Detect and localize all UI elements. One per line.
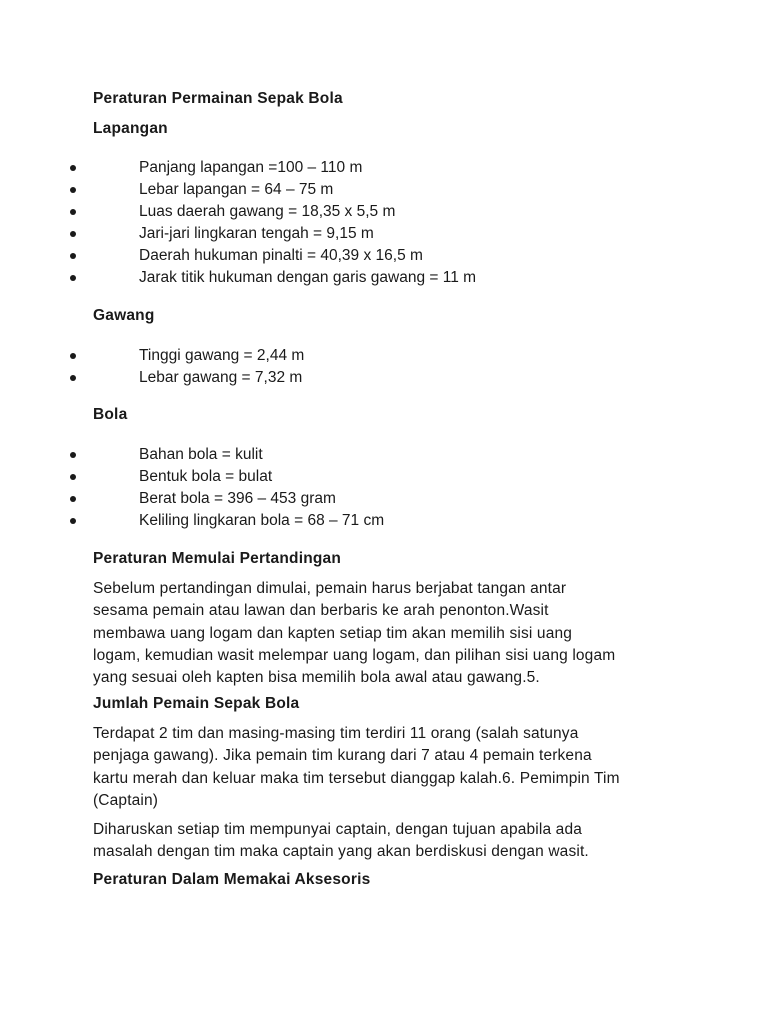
section-heading-memulai: Peraturan Memulai Pertandingan bbox=[93, 550, 342, 567]
bullet-icon bbox=[70, 231, 76, 237]
paragraph-memulai: Sebelum pertandingan dimulai, pemain harus berjabat tangan antar sesama pemain atau lawan dan berbaris ke arah penonton.Wasit membawa uang logam dan kapten setiap tim akan memilih sisi uang logam, kemudian wasit melempar uang logam, dan pilihan sisi uang logam yang sesuai oleh kapten bisa memilih bola awal atau gawang.5. bbox=[93, 580, 616, 687]
bullet-icon bbox=[70, 165, 76, 171]
bullet-icon bbox=[70, 209, 76, 215]
section-heading-gawang: Gawang bbox=[93, 307, 155, 324]
bullet-icon bbox=[70, 518, 76, 524]
document-title: Peraturan Permainan Sepak Bola bbox=[93, 90, 343, 107]
bullet-icon bbox=[70, 275, 76, 281]
bullet-icon bbox=[70, 253, 76, 259]
bullet-icon bbox=[70, 496, 76, 502]
section-heading-bola: Bola bbox=[93, 406, 128, 423]
bullet-icon bbox=[70, 187, 76, 193]
section-heading-aksesoris: Peraturan Dalam Memakai Aksesoris bbox=[93, 871, 371, 888]
bullet-icon bbox=[70, 452, 76, 458]
bullet-icon bbox=[70, 353, 76, 359]
section-heading-lapangan: Lapangan bbox=[93, 120, 168, 137]
document-page: Peraturan Permainan Sepak Bola Lapangan Panjang lapangan =100 – 110 m Lebar lapangan = 64 – 75 m Luas daerah gawang = 18,35 x 5,5 m Jari-jari lingkaran tengah = 9,15 m Daerah hukuman pinalti = 40,39 x 16,5 m Jarak titik hukuman dengan garis gawang = 11 m Gawang Tinggi gawang = 2,44 m Lebar gawang = 7,32 m Bola Bahan bola = kulit Bentuk bola = bulat Berat bola = 396 – 453 gram Keliling lingkaran bola = 68 – 71 cm Peraturan Memulai Pertandingan Sebelum pertandingan dimulai, pemain harus berjabat tangan antar sesama pemain atau lawan dan berbaris ke arah penonton.Wasit membawa uang logam dan kapten setiap tim akan memilih sisi uang logam, kemudian wasit melempar uang logam, dan pilihan sisi uang logam yang sesuai oleh kapten bisa memilih bola awal atau gawang.5. Jumlah Pemain Sepak Bola Terdapat 2 tim dan masing-masing tim terdiri 11 orang (salah satunya penjaga gawang). Jika pemain tim kurang dari 7 atau 4 pemain terkena kartu merah dan keluar maka tim tersebut dianggap kalah.6. Pemimpin Tim (Captain) Diharuskan setiap tim mempunyai captain, dengan tujuan apabila ada masalah dengan tim maka captain yang akan berdiskusi dengan wasit. Peraturan Dalam Memakai Aksesoris bbox=[0, 0, 768, 1024]
section-heading-jumlah: Jumlah Pemain Sepak Bola bbox=[93, 695, 300, 712]
bullet-icon bbox=[70, 375, 76, 381]
bullet-icon bbox=[70, 474, 76, 480]
paragraph-captain: Diharuskan setiap tim mempunyai captain, dengan tujuan apabila ada masalah dengan tim maka captain yang akan berdiskusi dengan wasit. bbox=[93, 821, 589, 861]
paragraph-jumlah: Terdapat 2 tim dan masing-masing tim terdiri 11 orang (salah satunya penjaga gawang). Jika pemain tim kurang dari 7 atau 4 pemain terkena kartu merah dan keluar maka tim tersebut dianggap kalah.6. Pemimpin Tim (Captain) bbox=[93, 725, 620, 809]
